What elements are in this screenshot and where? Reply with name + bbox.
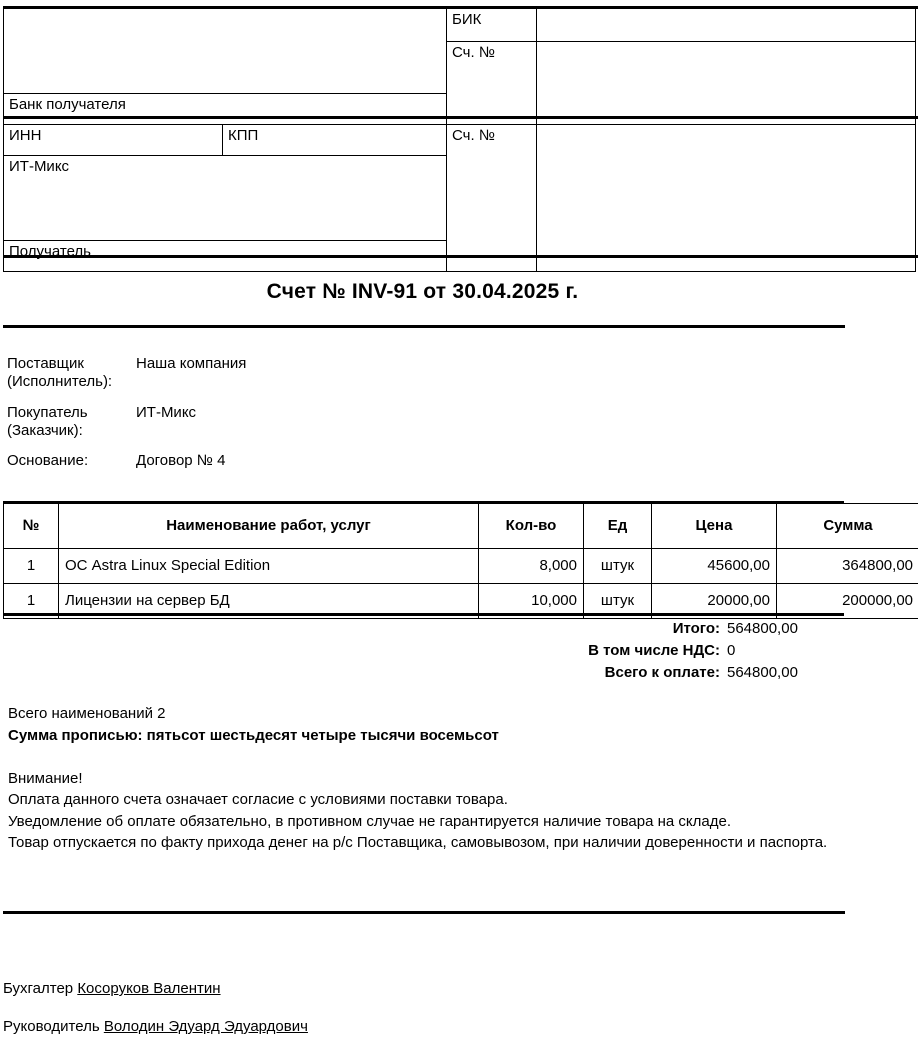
item-num: 1: [4, 584, 59, 619]
director-row: [3, 1016, 603, 1037]
notice-heading: Внимание!: [8, 768, 896, 789]
notice-line-1: Оплата данного счета означает согласие с условиями поставки товара.: [8, 789, 896, 810]
vat-label: В том числе НДС:: [588, 640, 727, 662]
signatures-block: [3, 978, 603, 1054]
totals-block: [0, 618, 845, 683]
table-row: [4, 125, 916, 156]
item-unit: штук: [584, 549, 652, 584]
supplier-row: [7, 355, 707, 392]
items-table: [3, 503, 918, 619]
item-qty: 8,000: [479, 549, 584, 584]
parties-block: [7, 355, 707, 482]
receiver-name-cell[interactable]: ИТ-Микс: [4, 156, 447, 241]
items-table-header-row: [4, 504, 918, 549]
item-qty: 10,000: [479, 584, 584, 619]
item-price: 45600,00: [652, 549, 777, 584]
supplier-label: Поставщик (Исполнитель):: [7, 355, 136, 392]
bank-receiver-label-cell: Банк получателя: [4, 94, 447, 125]
basis-label: Основание:: [7, 452, 136, 470]
receiver-label-cell: Получатель: [4, 241, 447, 272]
account-value-cell-2[interactable]: [537, 125, 916, 272]
grand-total-row: [0, 662, 845, 684]
bank-name-cell[interactable]: [4, 9, 447, 94]
subtotal-row: [0, 618, 845, 640]
vat-value: 0: [727, 640, 845, 662]
bik-value-cell[interactable]: [537, 9, 916, 42]
bank-details-table: [3, 8, 916, 272]
column-header-name: Наименование работ, услуг: [59, 504, 479, 549]
account-label-cell-1: Сч. №: [447, 42, 537, 125]
signature-divider-rule: [3, 911, 845, 914]
buyer-value: ИТ-Микс: [136, 404, 707, 422]
subtotal-label: Итого:: [673, 618, 727, 640]
amount-in-words: Сумма прописью: пятьсот шестьдесят четыре тысячи восемьсот: [8, 725, 888, 747]
table-row: [4, 9, 916, 42]
grand-total-value: 564800,00: [727, 662, 845, 684]
basis-value: Договор № 4: [136, 452, 707, 470]
director-label: Руководитель: [3, 1018, 100, 1035]
column-header-sum: Сумма: [777, 504, 918, 549]
buyer-label: Покупатель (Заказчик):: [7, 404, 136, 441]
item-sum: 364800,00: [777, 549, 918, 584]
title-divider-rule: [3, 325, 845, 328]
account-label-cell-2: Сч. №: [447, 125, 537, 272]
buyer-row: [7, 404, 707, 441]
notice-line-3: Товар отпускается по факту прихода денег на р/с Поставщика, самовывозом, при наличии доверенности и паспорта.: [8, 832, 896, 853]
column-header-num: №: [4, 504, 59, 549]
item-num: 1: [4, 549, 59, 584]
item-name: ОС Astra Linux Special Edition: [59, 549, 479, 584]
kpp-cell[interactable]: КПП: [223, 125, 447, 156]
subtotal-value: 564800,00: [727, 618, 845, 640]
grand-total-label: Всего к оплате:: [605, 662, 727, 684]
table-row: [4, 549, 918, 584]
items-count-line: Всего наименований 2: [8, 703, 888, 725]
bik-label-cell: БИК: [447, 9, 537, 42]
inn-cell[interactable]: ИНН: [4, 125, 223, 156]
table-row: [4, 584, 918, 619]
summary-block: [8, 703, 888, 747]
notice-block: [8, 768, 896, 853]
item-price: 20000,00: [652, 584, 777, 619]
column-header-price: Цена: [652, 504, 777, 549]
accountant-name: Косоруков Валентин: [77, 980, 220, 997]
director-name: Володин Эдуард Эдуардович: [104, 1018, 308, 1035]
accountant-row: [3, 978, 603, 999]
basis-row: [7, 452, 707, 470]
item-sum: 200000,00: [777, 584, 918, 619]
supplier-value: Наша компания: [136, 355, 707, 373]
account-value-cell-1[interactable]: [537, 42, 916, 125]
vat-row: [0, 640, 845, 662]
column-header-unit: Ед: [584, 504, 652, 549]
notice-line-2: Уведомление об оплате обязательно, в противном случае не гарантируется наличие товара на складе.: [8, 811, 896, 832]
column-header-qty: Кол-во: [479, 504, 584, 549]
accountant-label: Бухгалтер: [3, 980, 73, 997]
item-unit: штук: [584, 584, 652, 619]
item-name: Лицензии на сервер БД: [59, 584, 479, 619]
page-title: Счет № INV-91 от 30.04.2025 г.: [0, 280, 845, 304]
